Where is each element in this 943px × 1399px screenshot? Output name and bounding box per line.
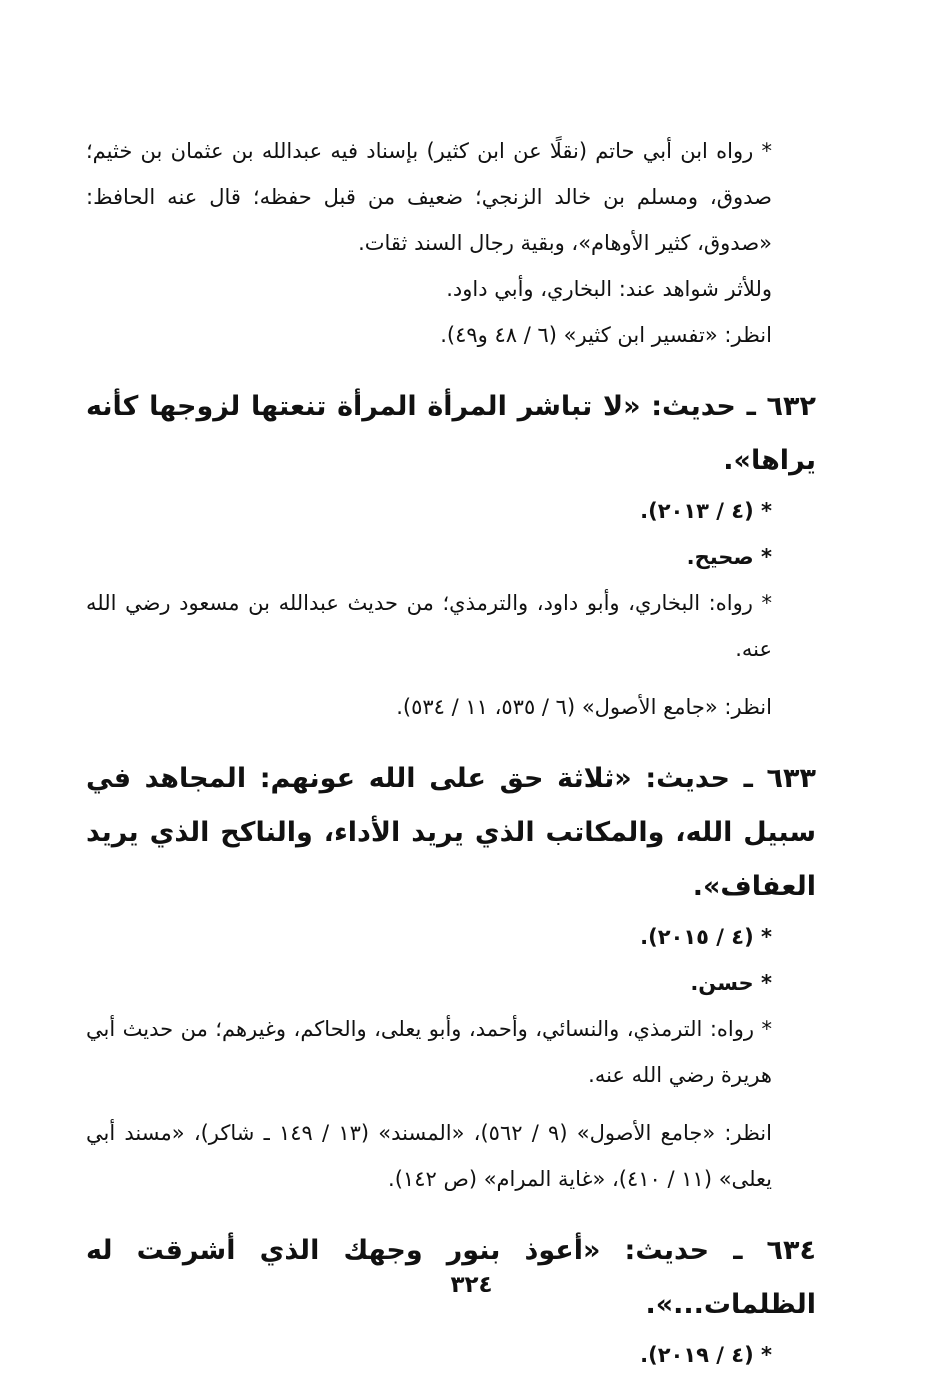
intro-witnesses-paragraph: وللأثر شواهد عند: البخاري، وأبي داود. xyxy=(446,277,772,301)
hadith-634-reference: * (٤ / ٢٠١٩). xyxy=(640,1343,772,1367)
page-content xyxy=(86,128,816,1378)
intro-narration-paragraph: * رواه ابن أبي حاتم (نقلًا عن ابن كثير) بإسناد فيه عبدالله بن عثمان بن خثيم؛ صدوق، ومسلم بن خالد الزنجي؛ ضعيف من قبل حفظه؛ قال عنه الحافظ: «صدوق، كثير الأوهام»، وبقية رجال السند ثقات. xyxy=(86,139,772,255)
hadith-633-grade: * حسن. xyxy=(690,971,772,995)
hadith-633-see-reference: انظر: «جامع الأصول» (٩ / ٥٦٢)، «المسند» (١٣ / ١٤٩ ـ شاكر)، «مسند أبي يعلى» (١١ / ٤١٠)، «غاية المرام» (ص ١٤٢). xyxy=(86,1121,772,1191)
page-number: ٣٢٤ xyxy=(450,1272,493,1298)
hadith-632-grade: * صحيح. xyxy=(686,545,772,569)
hadith-633-narration: * رواه: الترمذي، والنسائي، وأحمد، وأبو يعلى، والحاكم، وغيرهم؛ من حديث أبي هريرة رضي الله عنه. xyxy=(86,1017,772,1087)
hadith-633-reference: * (٤ / ٢٠١٥). xyxy=(640,925,772,949)
hadith-632-title: ٦٣٢ ـ حديث: «لا تباشر المرأة المرأة تنعتها لزوجها كأنه يراها». xyxy=(86,391,816,476)
hadith-634-title: ٦٣٤ ـ حديث: «أعوذ بنور وجهك الذي أشرقت له الظلمات...». xyxy=(86,1235,816,1320)
hadith-632-reference: * (٤ / ٢٠١٣). xyxy=(640,499,772,523)
hadith-632-see-reference: انظر: «جامع الأصول» (٦ / ٥٣٥، ١١ / ٥٣٤). xyxy=(396,695,772,719)
intro-see-reference: انظر: «تفسير ابن كثير» (٦ / ٤٨ و٤٩). xyxy=(440,323,772,347)
hadith-632-narration: * رواه: البخاري، وأبو داود، والترمذي؛ من حديث عبدالله بن مسعود رضي الله عنه. xyxy=(86,591,772,661)
hadith-633-title: ٦٣٣ ـ حديث: «ثلاثة حق على الله عونهم: المجاهد في سبيل الله، والمكاتب الذي يريد الأداء، والناكح الذي يريد العفاف». xyxy=(86,763,816,902)
